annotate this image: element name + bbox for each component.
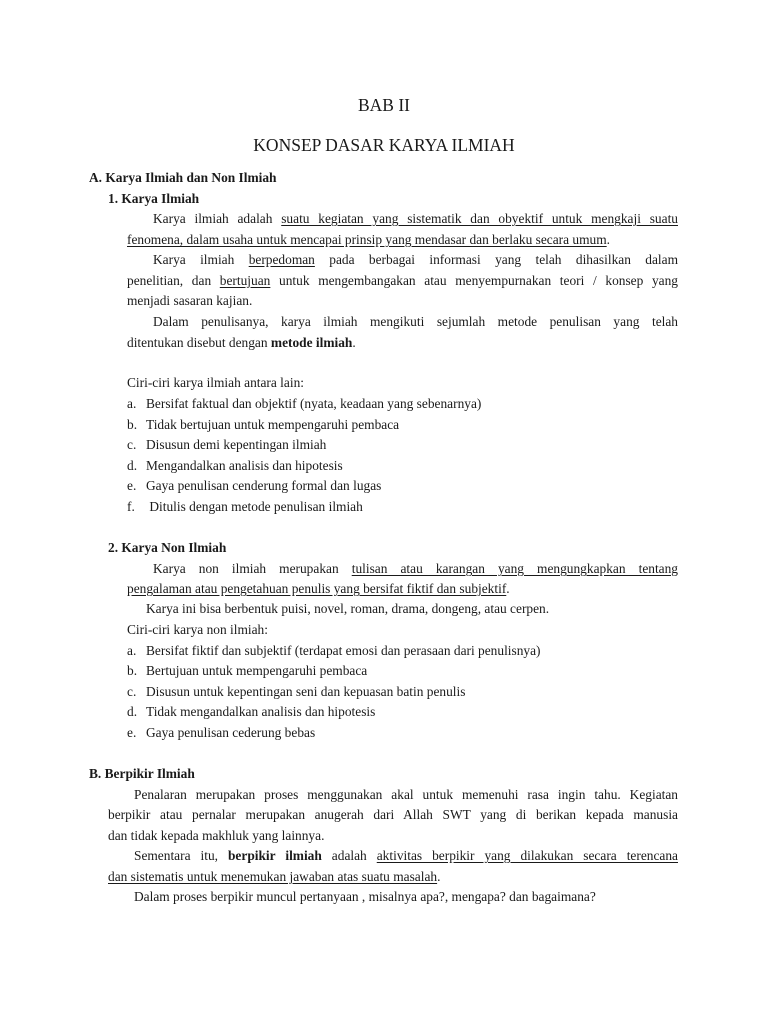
text: . — [437, 869, 441, 884]
b-p1-line3: dan tidak kepada makhluk yang lainnya. — [108, 828, 325, 843]
list-label: f. — [127, 499, 135, 514]
underlined-text: pengalaman atau pengetahuan penulis yang bersifat fiktif dan subjektif — [127, 581, 507, 596]
sub1-heading: 1. Karya Ilmiah — [108, 191, 200, 206]
list-label: d. — [127, 458, 138, 473]
text: untuk mengembangakan atau menyempurnakan teori / konsep yang — [270, 273, 678, 288]
list-item — [127, 703, 375, 721]
text: ditentukan disebut dengan — [127, 335, 271, 350]
b-p2-line2 — [108, 868, 440, 886]
text: Penalaran merupakan proses menggunakan akal untuk memenuhi rasa ingin tahu. Kegiatan — [134, 787, 678, 802]
text: pada berbagai informasi yang telah dihasilkan dalam — [314, 252, 679, 267]
list-item — [127, 642, 541, 660]
text: . — [506, 581, 510, 596]
list-text: Gaya penulisan cenderung formal dan lugas — [146, 478, 382, 493]
list-label: d. — [127, 704, 138, 719]
sub1-p3-line1 — [127, 313, 678, 331]
chapter-title: BAB II — [357, 95, 410, 115]
b-p1-line1 — [108, 786, 678, 804]
list-label: b. — [127, 663, 138, 678]
list-text: Tidak mengandalkan analisis dan hipotesis — [146, 704, 376, 719]
sub2-p1-line2 — [127, 580, 510, 598]
sub1-p1-line2 — [127, 231, 610, 249]
sub2-p2: Karya ini bisa berbentuk puisi, novel, roman, drama, dongeng, atau cerpen. — [146, 601, 550, 616]
text: Karya ilmiah — [153, 252, 249, 267]
underlined-text: fenomena, dalam usaha untuk mencapai prinsip yang mendasar dan berlaku secara umum — [127, 232, 607, 247]
list-text: Ditulis dengan metode penulisan ilmiah — [146, 499, 363, 514]
b-p1-line2 — [108, 806, 678, 824]
list-text: Bertujuan untuk mempengaruhi pembaca — [146, 663, 368, 678]
text: . — [606, 232, 611, 247]
text: penelitian, dan — [127, 273, 220, 288]
text: berpikir atau pernalar merupakan anugerah dari Allah SWT yang di berikan kepada manusia — [108, 807, 678, 822]
sub1-p2-line2 — [127, 272, 678, 290]
list-item — [127, 395, 481, 413]
sub1-p1-line1 — [127, 210, 678, 228]
sub1-p2-line3: menjadi sasaran kajian. — [127, 293, 253, 308]
list-label: e. — [127, 725, 137, 740]
list-text: Gaya penulisan cederung bebas — [146, 725, 316, 740]
bold-text: metode ilmiah — [270, 335, 353, 350]
list-item — [127, 457, 343, 475]
b-p2-line1 — [108, 847, 678, 865]
text: . — [352, 335, 356, 350]
list-text: Mengandalkan analisis dan hipotesis — [146, 458, 343, 473]
list-label: b. — [127, 417, 138, 432]
underlined-text: bertujuan — [219, 273, 271, 288]
list-text: Bersifat fiktif dan subjektif (terdapat emosi dan perasaan dari penulisnya) — [146, 643, 541, 658]
list-item — [127, 416, 399, 434]
list-text: Bersifat faktual dan objektif (nyata, keadaan yang sebenarnya) — [146, 396, 482, 411]
text: adalah — [321, 848, 377, 863]
b-p3: Dalam proses berpikir muncul pertanyaan , misalnya apa?, mengapa? dan bagaimana? — [134, 889, 596, 904]
sub1-p2-line1 — [127, 251, 678, 269]
list-item — [127, 724, 315, 742]
list-text: Disusun untuk kepentingan seni dan kepuasan batin penulis — [146, 684, 466, 699]
list-label: a. — [127, 643, 137, 658]
bold-text: berpikir ilmiah — [227, 848, 322, 863]
list-item — [127, 498, 363, 516]
underlined-text: aktivitas berpikir yang dilakukan secara terencana — [376, 848, 678, 863]
section-a-heading: A. Karya Ilmiah dan Non Ilmiah — [89, 170, 277, 185]
text: Karya non ilmiah merupakan — [153, 561, 352, 576]
underlined-text: dan sistematis untuk menemukan jawaban atas suatu masalah — [108, 869, 438, 884]
text: Dalam penulisanya, karya ilmiah mengikuti sejumlah metode penulisan yang telah — [153, 314, 678, 329]
list-label: a. — [127, 396, 137, 411]
underlined-text: tulisan atau karangan yang mengungkapkan tentang — [351, 561, 679, 576]
list-item — [127, 683, 465, 701]
sub2-heading: 2. Karya Non Ilmiah — [108, 540, 227, 555]
underlined-text: suatu kegiatan yang sistematik dan obyektif untuk mengkaji suatu — [281, 211, 678, 226]
sub2-p1-line1 — [127, 560, 678, 578]
list-label: c. — [127, 684, 137, 699]
text: Karya ilmiah adalah — [153, 211, 282, 226]
list-label: c. — [127, 437, 137, 452]
list-text: Tidak bertujuan untuk mempengaruhi pembaca — [146, 417, 400, 432]
list-item — [127, 436, 326, 454]
text: Sementara itu, — [134, 848, 228, 863]
chapter-subtitle: KONSEP DASAR KARYA ILMIAH — [253, 135, 515, 155]
sub1-list-intro: Ciri-ciri karya ilmiah antara lain: — [127, 375, 304, 390]
section-b-heading: B. Berpikir Ilmiah — [89, 766, 195, 781]
sub2-list-intro: Ciri-ciri karya non ilmiah: — [127, 622, 268, 637]
sub1-p3-line2 — [127, 334, 356, 352]
underlined-text: berpedoman — [248, 252, 315, 267]
list-item — [127, 662, 367, 680]
list-text: Disusun demi kepentingan ilmiah — [146, 437, 327, 452]
list-label: e. — [127, 478, 137, 493]
list-item — [127, 477, 381, 495]
